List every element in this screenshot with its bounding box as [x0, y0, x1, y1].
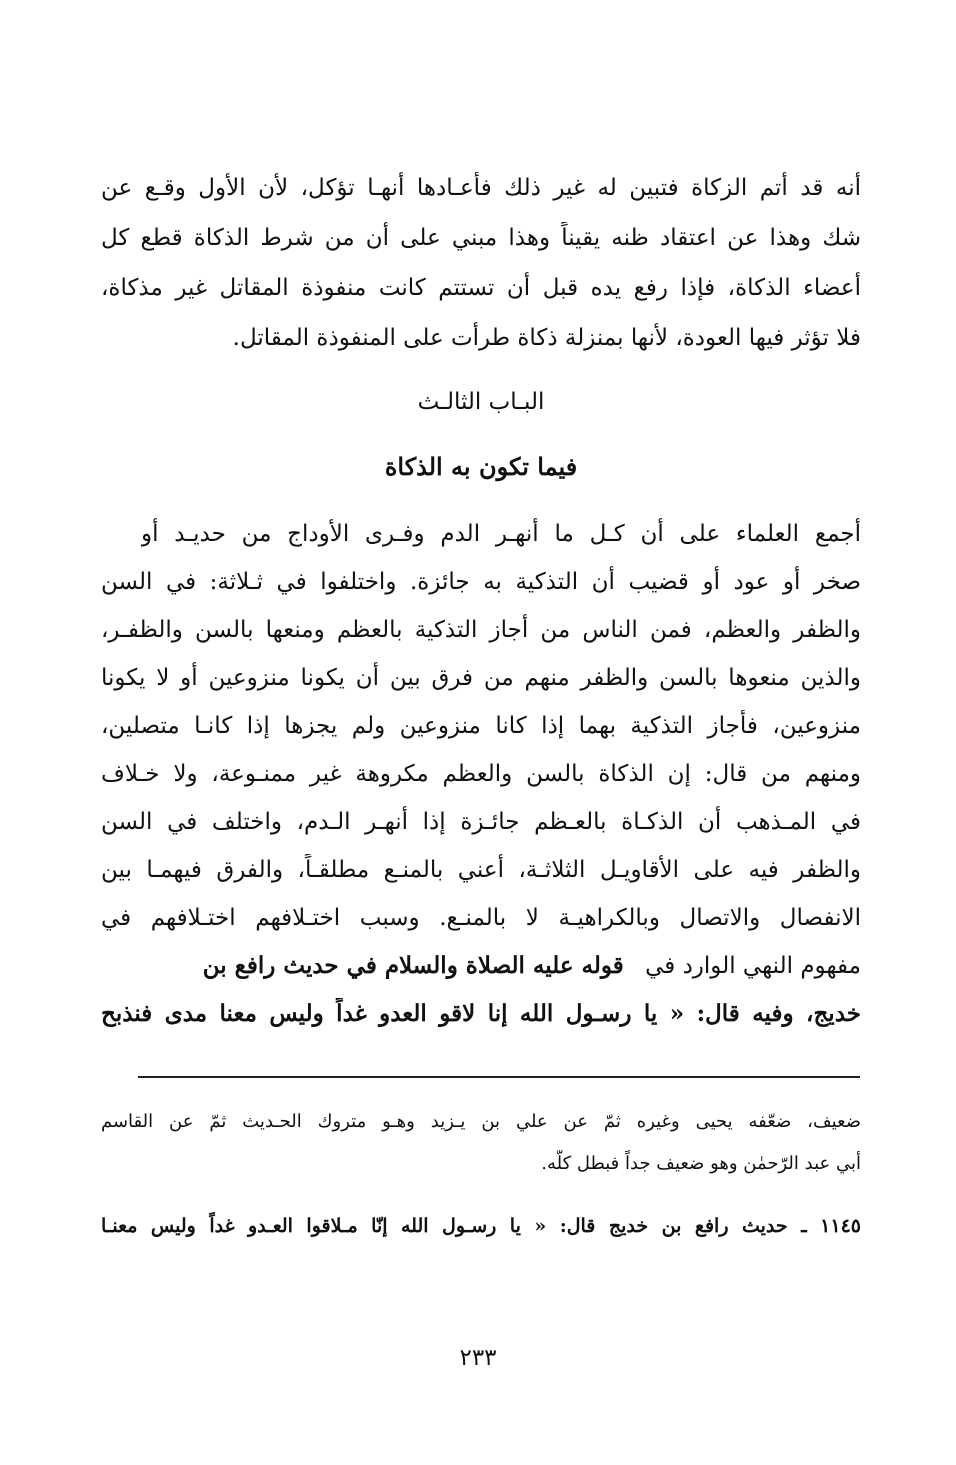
paragraph2-line10-bold: قوله عليه الصلاة والسلام في حديث رافع بن	[202, 952, 624, 979]
paragraph2-line4: والذين منعوها بالسن والظفر منهم من فرق بين أن يكونا منزوعين أو لا يكونا	[101, 665, 861, 691]
paragraph2-line10-regular: مفهوم النهي الوارد في	[645, 953, 861, 979]
paragraph1-line3: أعضاء الذكاة، فإذا رفع يده قبل أن تستتم كانت منفوذة المقاتل غير مذكاة،	[101, 275, 861, 301]
footnote-line3: ١١٤٥ ـ حديث رافع بن خديج قال: « يا رسـول الله إنّا مـلاقوا العـدو غداً وليس معنـا	[101, 1215, 861, 1237]
chapter-title: البـاب الثالـث	[417, 389, 545, 415]
paragraph2-line5: منزوعين، فأجاز التذكية بهما إذا كانا منزوعين ولم يجزها إذا كانـا متصلين،	[101, 713, 861, 739]
paragraph2-line2: صخر أو عود أو قضيب أن التذكية به جائزة. واختلفوا في ثـلاثة: في السن	[101, 569, 861, 595]
paragraph1-line2: شك وهذا عن اعتقاد ظنه يقيناً وهذا مبني على أن من شرط الذكاة قطع كل	[101, 225, 861, 251]
page-number: ٢٣٣	[459, 1345, 497, 1371]
paragraph2-line7: في المـذهب أن الذكـاة بالعـظم جائـزة إذا أنهـر الـدم، واختلف في السن	[101, 809, 861, 835]
paragraph1-line4: فلا تؤثر فيها العودة، لأنها بمنزلة ذكاة طرأت على المنفوذة المقاتل.	[232, 325, 861, 351]
paragraph2-line11: خديج، وفيه قال: « يا رسـول الله إنا لاقو العدو غداً وليس معنا مدى فنذبح	[101, 1000, 861, 1027]
paragraph2-line8: والظفر فيه على الأقاويـل الثلاثـة، أعني بالمنـع مطلقـاً، والفرق فيهمـا بين	[101, 857, 861, 883]
paragraph2-line6: ومنهم من قال: إن الذكاة بالسن والعظم مكروهة غير ممنـوعة، ولا خـلاف	[101, 761, 861, 787]
footnote-separator	[138, 1076, 860, 1078]
paragraph2-line10	[101, 950, 861, 982]
paragraph1-line1: أنه قد أتم الزكاة فتبين له غير ذلك فأعـادها أنهـا تؤكل، لأن الأول وقـع عن	[101, 175, 861, 201]
footnote-line2: أبي عبد الرّحمٰن وهو ضعيف جداً فبطل كلّه.	[541, 1153, 861, 1174]
paragraph2-line1: أجمع العلماء على أن كـل ما أنهـر الدم وفـرى الأوداج من حديـد أو	[141, 521, 861, 547]
paragraph2-line9: الانفصال والاتصال وبالكراهيـة لا بالمنـع. وسبب اختـلافهم اختـلافهم في	[101, 905, 861, 931]
section-title: فيما تكون به الذكاة	[384, 452, 578, 481]
paragraph2-line3: والظفر والعظم، فمن الناس من أجاز التذكية بالعظم ومنعها بالسن والظفـر،	[101, 617, 861, 643]
footnote-line1: ضعيف، ضعّفه يحيى وغيره ثمّ عن علي بن يـزيد وهـو متروك الحـديث ثمّ عن القاسم	[101, 1111, 861, 1132]
